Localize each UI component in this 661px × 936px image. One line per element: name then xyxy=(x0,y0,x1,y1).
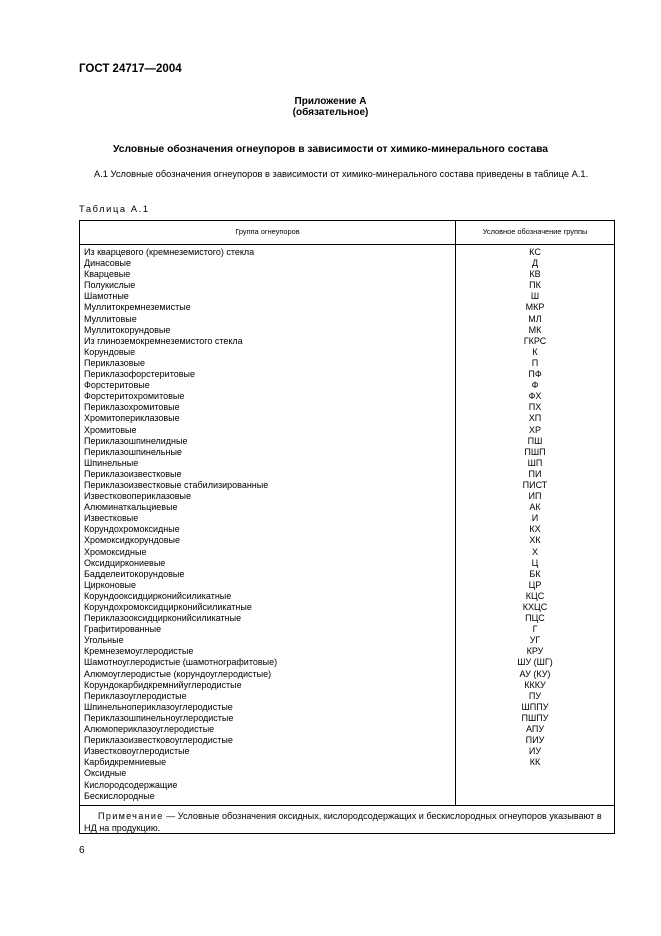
table-cell-group: Графитированные xyxy=(84,624,162,635)
table-cell-group: Муллитовые xyxy=(84,313,137,324)
table-cell-group: Динасовые xyxy=(84,258,131,269)
table-cell-group: Периклазоизвестковые стабилизированные xyxy=(84,479,269,490)
note-text: — Условные обозначения оксидных, кислородсодержащих и бескислородных огнеупоров указывают в НД на продукцию. xyxy=(84,811,602,833)
annex-heading xyxy=(0,96,661,118)
table-cell-designation: ШУ (ШГ) xyxy=(517,657,553,668)
table-cell-group: Форстеритовые xyxy=(84,380,150,391)
table-cell-designation: ПК xyxy=(529,280,541,291)
table-cell-group: Периклазооксидцирконийсиликатные xyxy=(84,613,242,624)
table-cell-group: Корундовые xyxy=(84,346,136,357)
table-cell-designation: КЦС xyxy=(525,590,545,601)
table-cell-group: Бескислородные xyxy=(84,790,155,801)
table-cell-designation xyxy=(456,791,614,802)
table-cell-group: Кислородсодержащие xyxy=(84,779,178,790)
table-cell-group: Периклазошпинелидные xyxy=(84,435,188,446)
table-cell-group: Известковые xyxy=(84,513,139,524)
table-cell-group: Известковоуглеродистые xyxy=(84,746,190,757)
table-cell-group: Известковопериклазовые xyxy=(84,491,192,502)
table-cell-group: Периклазофорстеритовые xyxy=(84,369,195,380)
table-cell-designation: ПИ xyxy=(528,468,542,479)
header-divider xyxy=(80,244,614,245)
table-cell-group: Корундокарбидкремнийуглеродистые xyxy=(84,679,242,690)
table-cell-designation: ПЦС xyxy=(525,613,545,624)
table-cell-designation: КХЦС xyxy=(522,602,548,612)
table-cell-designation: ИУ xyxy=(528,746,542,757)
page-number: 6 xyxy=(79,845,85,856)
table-cell-group: Из кварцевого (кремнеземистого) стекла xyxy=(84,247,255,257)
table-cell-designation: Ф xyxy=(531,380,539,391)
table-cell-designation: И xyxy=(531,513,539,524)
table-cell-designation: АПУ xyxy=(525,724,545,735)
table-cell-designation: КККУ xyxy=(524,679,546,690)
table-cell-group: Полукислые xyxy=(84,280,136,291)
table-cell-group: Муллитокремнеземистые xyxy=(84,302,191,313)
table-cell-group: Периклазовые xyxy=(84,357,145,368)
column-header-group: Группа огнеупоров xyxy=(235,227,300,236)
table-cell-group: Периклазоуглеродистые xyxy=(84,690,187,701)
table-cell-group: Бадделеитокорундовые xyxy=(84,568,185,579)
table-cell-designation: МЛ xyxy=(528,313,542,324)
table-cell-group: Хромитовые xyxy=(84,424,137,435)
table-cell-designation: ПХ xyxy=(528,402,542,413)
table-cell-designation: Д xyxy=(531,258,539,269)
table-cell-designation: ПШП xyxy=(524,446,546,457)
section-title: Условные обозначения огнеупоров в зависимости от химико-минерального состава xyxy=(112,144,549,155)
table-cell-group: Периклазошпинельные xyxy=(84,446,182,457)
table-cell-group: Из глиноземокремнеземистого стекла xyxy=(84,335,243,346)
table-cell-designation: Г xyxy=(532,624,538,635)
note-divider xyxy=(80,805,614,806)
table-cell-designation: П xyxy=(531,357,539,368)
table-cell-designation: МК xyxy=(528,324,542,335)
table-cell-group: Корундооксидцирконийсиликатные xyxy=(84,590,232,601)
group-column xyxy=(84,247,452,802)
table-cell-designation: ШППУ xyxy=(521,701,549,712)
table-cell-group: Муллитокорундовые xyxy=(84,324,171,335)
table-cell-designation: ПУ xyxy=(528,690,542,701)
annex-status: (обязательное) xyxy=(292,107,369,118)
table-cell-designation: Х xyxy=(531,546,538,557)
table-cell-designation: К xyxy=(532,346,538,357)
table-cell-designation: ХП xyxy=(528,413,542,424)
designations-table xyxy=(79,220,615,834)
table-note xyxy=(84,810,610,834)
table-cell-designation: ПИСТ xyxy=(522,479,548,490)
table-cell-designation: ИП xyxy=(528,491,542,502)
table-cell-group: Алюмоуглеродистые (корундоуглеродистые) xyxy=(84,668,272,679)
table-cell-group: Шамотные xyxy=(84,291,129,302)
table-cell-designation: Ш xyxy=(530,291,540,302)
table-cell-designation xyxy=(456,780,614,791)
table-cell-designation: ЦР xyxy=(528,579,542,590)
table-cell-designation: ШП xyxy=(527,457,543,468)
table-cell-group: Цирконовые xyxy=(84,579,136,590)
table-cell-group: Корундохромоксидцирконийсиликатные xyxy=(84,602,252,612)
table-cell-designation: АУ (КУ) xyxy=(519,668,551,679)
table-cell-group: Шамотноуглеродистые (шамотнографитовые) xyxy=(84,657,278,668)
table-cell-group: Оксидные xyxy=(84,768,127,779)
table-cell-designation: ПФ xyxy=(528,369,542,380)
intro-paragraph: А.1 Условные обозначения огнеупоров в зависимости от химико-минерального состава приведены в таблице А.1. xyxy=(94,169,589,179)
table-cell-group: Угольные xyxy=(84,635,124,646)
table-cell-designation: УГ xyxy=(529,635,541,646)
table-cell-group: Периклазошпинельноуглеродистые xyxy=(84,712,234,723)
table-caption: Таблица А.1 xyxy=(79,204,150,214)
table-cell-designation: КК xyxy=(529,757,541,768)
table-cell-group: Кремнеземоуглеродистые xyxy=(84,646,194,657)
column-header-designation: Условное обозначение группы xyxy=(482,227,588,236)
table-cell-designation: ФХ xyxy=(528,391,542,402)
table-cell-group: Периклазохромитовые xyxy=(84,402,180,413)
table-cell-group: Хромоксидные xyxy=(84,546,147,557)
table-cell-group: Корундохромоксидные xyxy=(84,524,180,535)
table-cell-designation: БК xyxy=(529,568,541,579)
annex-title: Приложение А xyxy=(294,96,367,107)
table-cell-designation: КС xyxy=(529,247,541,257)
table-cell-designation: АК xyxy=(529,502,541,513)
table-cell-group: Кварцевые xyxy=(84,269,131,280)
note-label: Примечание xyxy=(98,811,164,821)
table-cell-group: Периклазоизвестковоуглеродистые xyxy=(84,735,233,746)
table-cell-designation: ГКРС xyxy=(523,335,547,346)
table-cell-designation: ПШ xyxy=(527,435,543,446)
table-cell-designation: Ц xyxy=(531,557,539,568)
table-cell-designation: ХК xyxy=(529,535,541,546)
table-cell-designation: КХ xyxy=(529,524,541,535)
document-header: ГОСТ 24717—2004 xyxy=(79,63,182,75)
table-cell-group: Оксидциркониевые xyxy=(84,557,166,568)
table-cell-group: Форстеритохромитовые xyxy=(84,391,185,402)
table-cell-designation: МКР xyxy=(525,302,545,313)
table-cell-group: Алюминаткальциевые xyxy=(84,502,178,513)
table-cell-designation: КВ xyxy=(529,269,541,280)
designation-column xyxy=(456,247,614,802)
table-cell-designation: ПИУ xyxy=(525,735,545,746)
table-cell-group: Карбидкремниевые xyxy=(84,757,167,768)
table-cell-designation: КРУ xyxy=(526,646,544,657)
table-cell-designation: ХР xyxy=(528,424,541,435)
table-cell-group: Хромитопериклазовые xyxy=(84,413,180,424)
table-cell-designation xyxy=(456,768,614,779)
table-cell-group: Шпинельные xyxy=(84,457,139,468)
table-cell-group: Хромоксидкорундовые xyxy=(84,535,180,546)
table-cell-group: Шпинельнопериклазоуглеродистые xyxy=(84,701,233,712)
table-cell-group: Периклазоизвестковые xyxy=(84,468,182,479)
table-cell-designation: ПШПУ xyxy=(521,712,549,723)
table-cell-group: Алюмопериклазоуглеродистые xyxy=(84,724,215,735)
